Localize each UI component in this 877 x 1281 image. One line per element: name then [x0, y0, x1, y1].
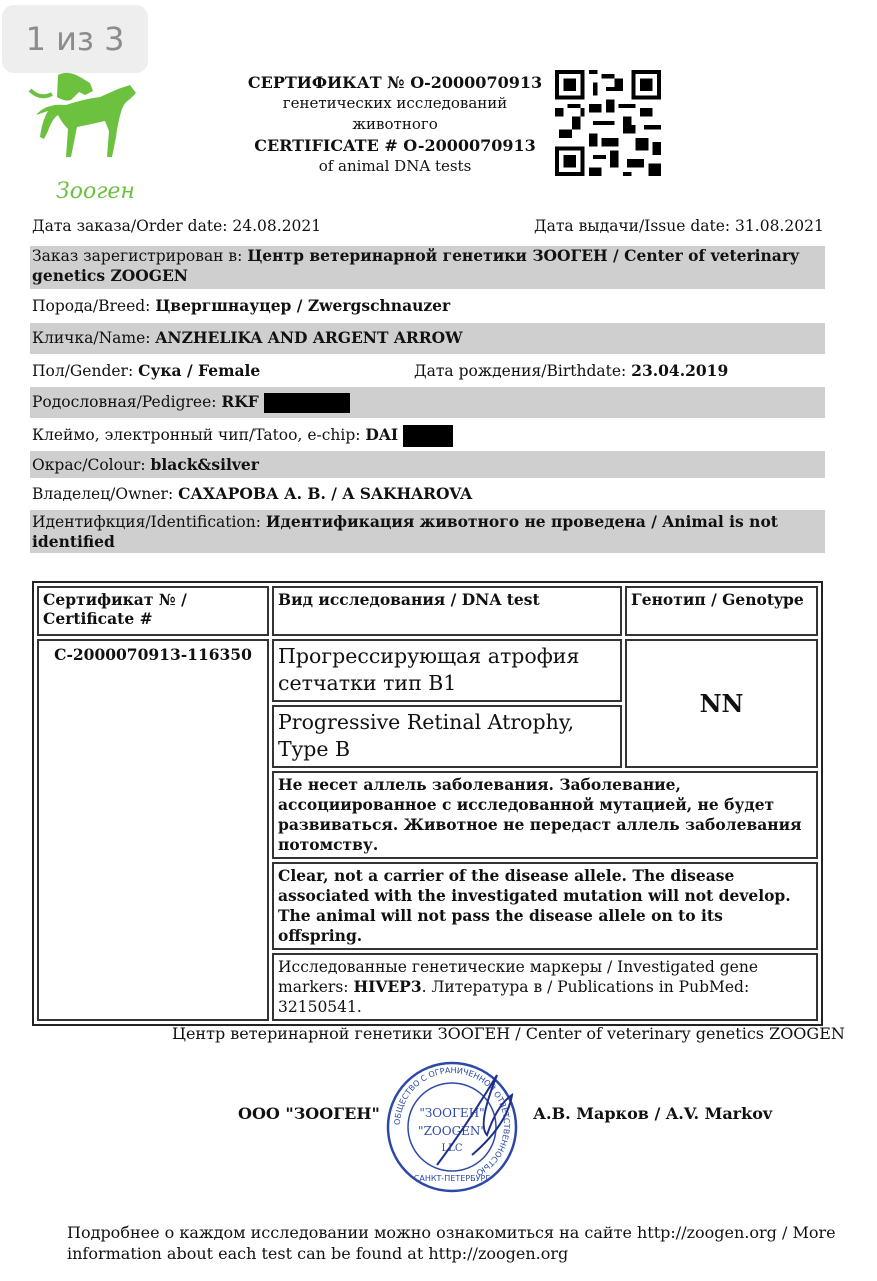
- company-name: ООО "ЗООГЕН": [238, 1104, 380, 1123]
- order-date: Дата заказа/Order date: 24.08.2021: [32, 217, 322, 235]
- pedigree-row: [30, 387, 825, 418]
- colour-row: [30, 451, 825, 478]
- subtitle-en: of animal DNA tests: [318, 157, 472, 175]
- genotype-value: NN: [625, 639, 818, 768]
- gender-value: Сука / Female: [138, 361, 261, 380]
- title-ru: СЕРТИФИКАТ № О-2000070913: [247, 73, 543, 92]
- owner-value: САХАРОВА А. В. / A SAKHAROVA: [178, 484, 473, 503]
- identification-row: [30, 510, 825, 553]
- svg-text:ОБЩЕСТВО С ОГРАНИЧЕННОЙ ОТВЕТС: ОБЩЕСТВО С ОГРАНИЧЕННОЙ ОТВЕТСТВЕННОСТЬЮ: [392, 1065, 512, 1178]
- table-header-row: [37, 586, 818, 636]
- colour-value: black&silver: [150, 455, 259, 474]
- name-row: [30, 323, 825, 354]
- result-ru: Не несет аллель заболевания. Заболевание, ассоциированное с исследованной мутацией, не будет развиваться. Животное не передаст аллель заболевания потомству.: [272, 771, 818, 859]
- test-name-en: Progressive Retinal Atrophy, Type B: [272, 705, 622, 768]
- birthdate-value: 23.04.2019: [631, 361, 729, 380]
- header-certificate: Сертификат № / Certificate #: [37, 586, 269, 636]
- colour-label: Окрас/Colour:: [32, 456, 151, 474]
- name-label: Кличка/Name:: [32, 329, 156, 347]
- result-en: Clear, not a carrier of the disease allele. The disease associated with the investigated mutation will not develop. The animal will not pass the disease allele on to its offspring.: [272, 862, 818, 950]
- breed-label: Порода/Breed:: [32, 297, 156, 315]
- logo-text: Зооген: [56, 179, 135, 204]
- stamp-city: САНКТ-ПЕТЕРБУРГ: [413, 1174, 491, 1183]
- pedigree-value: RKF: [221, 392, 259, 411]
- issue-date: Дата выдачи/Issue date: 31.08.2021: [534, 217, 824, 235]
- owner-row: [30, 484, 825, 504]
- identification-label: Идентифкция/Identification:: [32, 513, 266, 531]
- zoogen-logo: [28, 70, 148, 205]
- registered-value: Центр ветеринарной генетики ЗООГЕН / Center of veterinary genetics ZOOGEN: [32, 246, 800, 285]
- certificate-header: [230, 72, 560, 177]
- header-dna-test: Вид исследования / DNA test: [272, 586, 622, 636]
- stamp-line-2: "ZOOGEN": [418, 1124, 486, 1138]
- owner-label: Владелец/Owner:: [32, 485, 179, 503]
- registered-label: Заказ зарегистрирован в:: [32, 247, 248, 265]
- breed-value: Цвергшнауцер / Zwergschnauzer: [155, 296, 451, 315]
- chip-label: Клеймо, электронный чип/Tatoo, e-chip:: [32, 426, 366, 444]
- chip-value: DAI: [365, 425, 399, 444]
- name-value: ANZHELIKA AND ARGENT ARROW: [155, 328, 463, 347]
- subtitle-ru-2: животного: [352, 115, 438, 133]
- subtitle-ru-1: генетических исследований: [282, 94, 508, 112]
- qr-code: [555, 70, 661, 176]
- registered-row: [30, 246, 825, 289]
- birthdate: [414, 361, 728, 381]
- footer-center-name: Центр ветеринарной генетики ЗООГЕН / Center of veterinary genetics ZOOGEN: [172, 1024, 845, 1043]
- footer-note: Подробнее о каждом исследовании можно ознакомиться на сайте http://zoogen.org / More information about each test can be found at http://zoogen.org: [67, 1223, 836, 1263]
- birthdate-label: Дата рождения/Birthdate:: [414, 362, 632, 380]
- page-counter: 1 из 3: [2, 5, 148, 73]
- title-en: CERTIFICATE # O-2000070913: [254, 136, 536, 155]
- redaction-bar: [264, 393, 350, 413]
- certificate-number: C-2000070913-116350: [37, 639, 269, 1021]
- redaction-bar: [403, 425, 453, 447]
- test-name-ru: Прогрессирующая атрофия сетчатки тип B1: [272, 639, 622, 702]
- results-table: [32, 581, 823, 1026]
- stamp-line-3: LLC: [441, 1143, 463, 1154]
- signer-name: А.В. Марков / A.V. Markov: [533, 1104, 773, 1123]
- header-genotype: Генотип / Genotype: [625, 586, 818, 636]
- breed-row: [30, 296, 825, 316]
- stamp-line-1: "ЗООГЕН": [419, 1106, 485, 1120]
- chip-row: [30, 425, 825, 447]
- pedigree-label: Родословная/Pedigree:: [32, 393, 222, 411]
- identification-value: Идентификация животного не проведена / Animal is not identified: [32, 512, 778, 551]
- table-row: [37, 639, 818, 702]
- gene-markers: Исследованные генетические маркеры / Investigated gene markers: HIVEP3. Литература в / Publications in PubMed: 32150541.: [272, 953, 818, 1021]
- company-stamp: [382, 1055, 522, 1195]
- gender-label: Пол/Gender:: [32, 362, 139, 380]
